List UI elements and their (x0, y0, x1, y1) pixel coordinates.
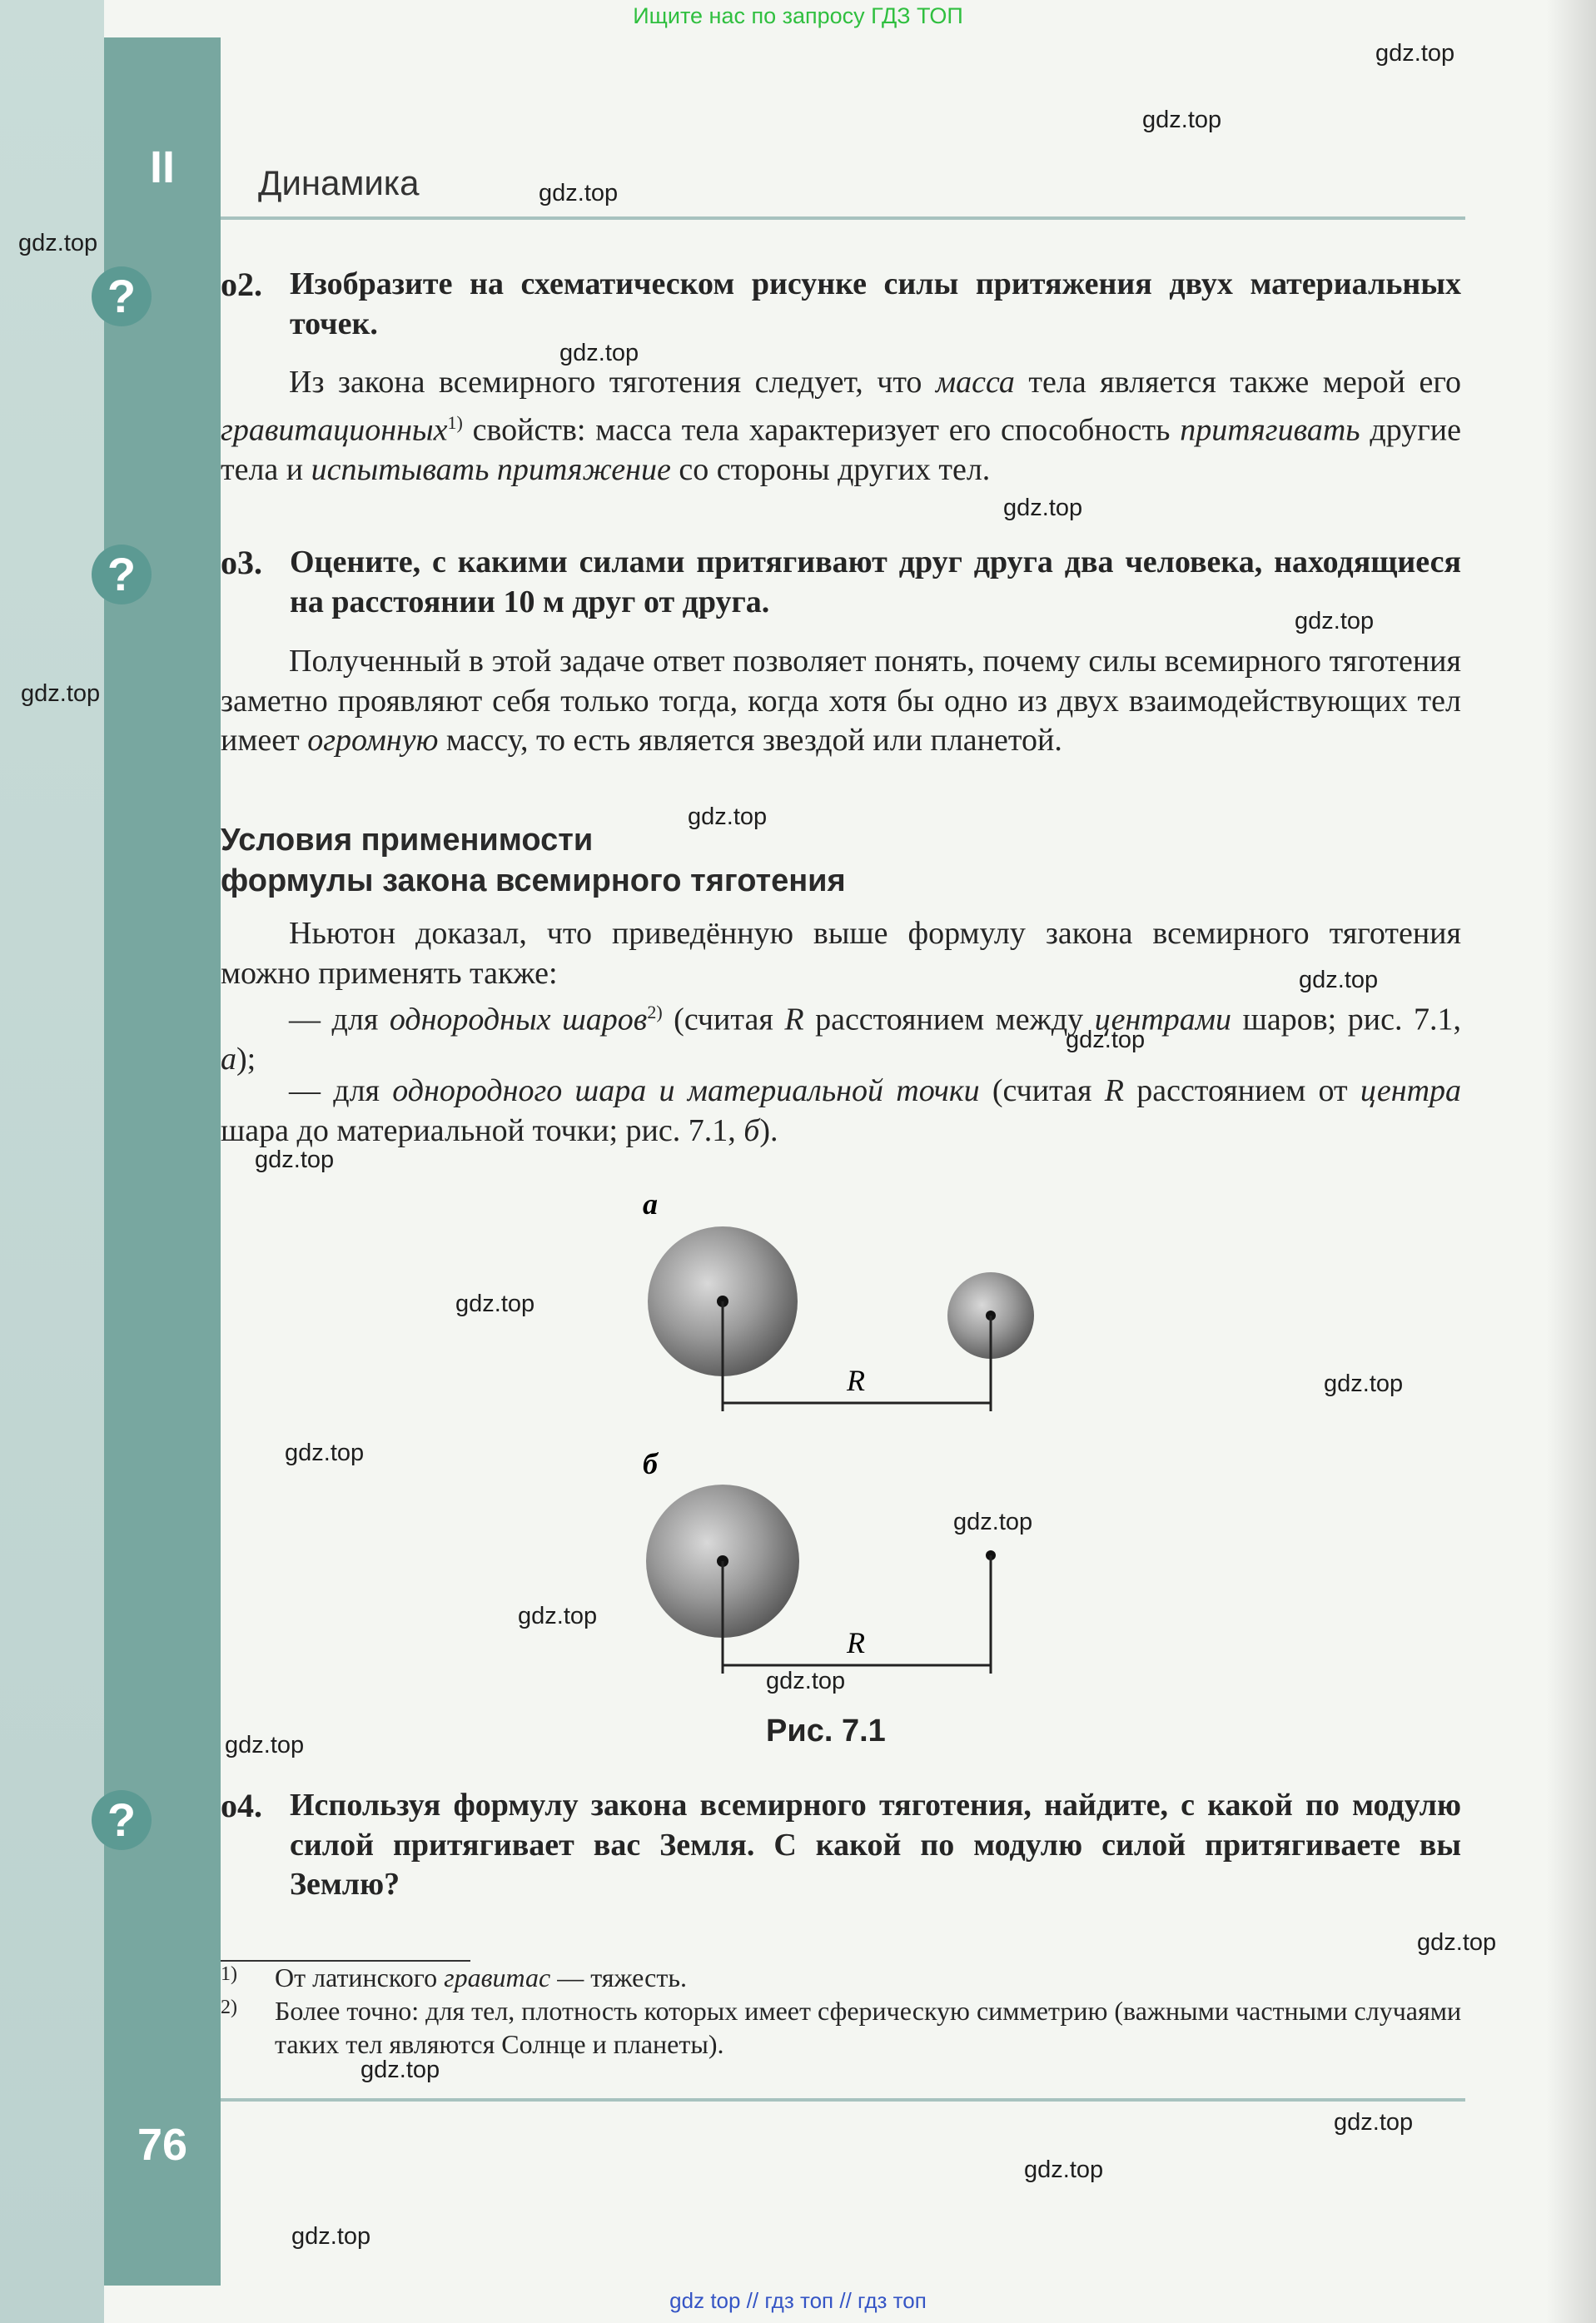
watermark: gdz.top (1024, 2156, 1104, 2183)
paragraph-mass-gravitation: Из закона всемирного тяготения следует, что масса тела является также мерой его гравитационных$^{1)}$ свойств: масса тела характеризует его способность притягивать другие тела и испытывать притяжение со стороны других тел. (221, 365, 1462, 487)
watermark: gdz.top (21, 680, 101, 707)
chapter-title: Динамика (258, 163, 420, 202)
page-number: 76 (137, 2120, 188, 2170)
watermark: gdz.top (953, 1509, 1033, 1535)
watermark: gdz.top (1299, 967, 1379, 993)
watermark: gdz.top (1324, 1370, 1404, 1397)
question-icon: ? (92, 1790, 152, 1850)
chapter-number: II (149, 142, 175, 192)
page-edge-shadow (1546, 0, 1596, 2323)
watermark: gdz.top (1295, 608, 1375, 634)
watermark: gdz.top (1142, 107, 1222, 133)
watermark: gdz.top (291, 2223, 371, 2250)
header-rule (221, 216, 1465, 220)
watermark: gdz.top (766, 1668, 846, 1694)
figure-caption: Рис. 7.1 (766, 1714, 886, 1748)
chapter-tab (104, 37, 221, 2286)
watermark: gdz.top (539, 180, 619, 206)
section-heading (221, 820, 1461, 902)
bottom-banner[interactable]: gdz top // гдз топ // гдз топ (669, 2288, 927, 2313)
watermark: gdz.top (255, 1147, 335, 1173)
footer-rule (221, 2098, 1465, 2102)
figure-label-a: а (643, 1187, 658, 1221)
figure-label-b: б (643, 1447, 658, 1480)
paragraph-huge-mass: Полученный в этой задаче ответ позволяет понять, почему силы всемирного тяготения заметно проявляют себя только тогда, когда хотя бы одно из двух взаимодействующих тел имеет огромную массу, то есть является звездой или планетой. (221, 644, 1461, 758)
paragraph-newton: Ньютон доказал, что приведённую выше формулу закона всемирного тяготения можно применять также: (221, 916, 1461, 991)
question-2-label: о2. (221, 266, 262, 303)
footnote-2: 2) Более точно: для тел, плотность которых имеет сферическую симметрию (важными частными случаями таких тел являются Солнце и планеты). (221, 1994, 1465, 2061)
figure-7-1 (616, 1182, 1049, 1699)
list-item-homogeneous-spheres: — для однородных шаров$^{2)}$ (считая R расстоянием между центрами шаров; рис. 7.1, а); (221, 1002, 1461, 1077)
question-4-label: о4. (221, 1787, 262, 1824)
watermark: gdz.top (18, 230, 98, 256)
list-item-sphere-and-point: — для однородного шара и материальной точки (считая R расстоянием от центра шара до материальной точки; рис. 7.1, б). (221, 1073, 1462, 1148)
question-2-text: Изобразите на схематическом рисунке силы притяжения двух материальных точек. (290, 266, 1461, 341)
watermark: gdz.top (455, 1291, 535, 1317)
distance-label-r-a: R (847, 1364, 865, 1397)
footnote-2-number: 2) (221, 1997, 237, 2018)
top-banner[interactable]: Ищите нас по запросу ГДЗ ТОП (633, 3, 963, 28)
watermark: gdz.top (1003, 495, 1083, 521)
watermark: gdz.top (225, 1732, 305, 1758)
watermark: gdz.top (1417, 1929, 1497, 1956)
footnote-1: 1) От латинского гравитас — тяжесть. (221, 1961, 1465, 1994)
watermark: gdz.top (559, 340, 639, 366)
question-icon: ? (92, 545, 152, 604)
question-icon: ? (92, 266, 152, 326)
watermark: gdz.top (518, 1603, 598, 1629)
watermark: gdz.top (360, 2057, 440, 2083)
left-margin-strip (0, 0, 104, 2323)
section-heading-line-2: формулы закона всемирного тяготения (221, 863, 846, 898)
watermark: gdz.top (1334, 2109, 1414, 2136)
footnote-1-number: 1) (221, 1963, 237, 1985)
question-4-text: Используя формулу закона всемирного тяготения, найдите, с какой по модулю силой притягивает вас Земля. С какой по модулю силой притягиваете вы Землю? (290, 1788, 1461, 1902)
question-3-label: о3. (221, 544, 262, 581)
watermark: gdz.top (1375, 40, 1455, 67)
distance-label-r-b: R (847, 1626, 865, 1659)
question-3-text: Оцените, с какими силами притягивают друг друга два человека, находящиеся на расстоянии 10 м друг от друга. (290, 545, 1461, 619)
watermark: gdz.top (1066, 1027, 1146, 1053)
section-heading-line-1: Условия применимости (221, 823, 594, 858)
watermark: gdz.top (285, 1440, 365, 1466)
watermark: gdz.top (688, 803, 768, 830)
